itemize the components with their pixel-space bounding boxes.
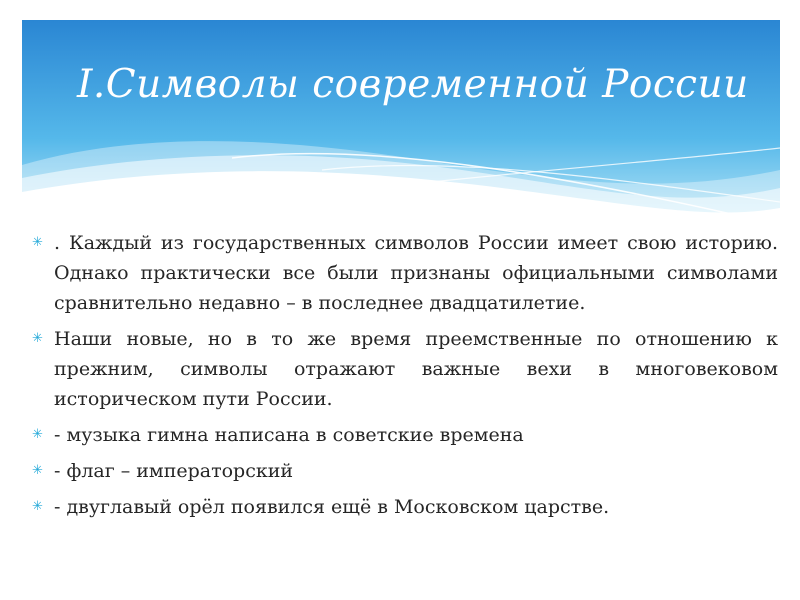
wave-background bbox=[22, 20, 780, 235]
list-item-text: - флаг – императорский bbox=[54, 460, 294, 482]
list-item-text: . Каждый из государственных символов России имеет свою историю. Однако практически все были признаны официальными символами сравнительно недавно – в последнее двадцатилетие. bbox=[54, 232, 778, 314]
bullet-list bbox=[32, 228, 778, 528]
asterisk-bullet-icon: ✳ bbox=[32, 235, 43, 250]
asterisk-bullet-icon: ✳ bbox=[32, 463, 43, 478]
asterisk-bullet-icon: ✳ bbox=[32, 427, 43, 442]
list-item bbox=[32, 228, 778, 318]
list-item bbox=[32, 492, 778, 522]
header-banner bbox=[22, 20, 780, 235]
asterisk-bullet-icon: ✳ bbox=[32, 331, 43, 346]
list-item-text: - музыка гимна написана в советские времена bbox=[54, 424, 524, 446]
list-item bbox=[32, 324, 778, 414]
list-item bbox=[32, 420, 778, 450]
list-item-text: Наши новые, но в то же время преемственные по отношению к прежним, символы отражают важные вехи в многовековом историческом пути России. bbox=[54, 328, 778, 410]
list-item bbox=[32, 456, 778, 486]
asterisk-bullet-icon: ✳ bbox=[32, 499, 43, 514]
page-title: I.Символы современной России bbox=[77, 62, 749, 107]
list-item-text: - двуглавый орёл появился ещё в Московском царстве. bbox=[54, 496, 610, 518]
